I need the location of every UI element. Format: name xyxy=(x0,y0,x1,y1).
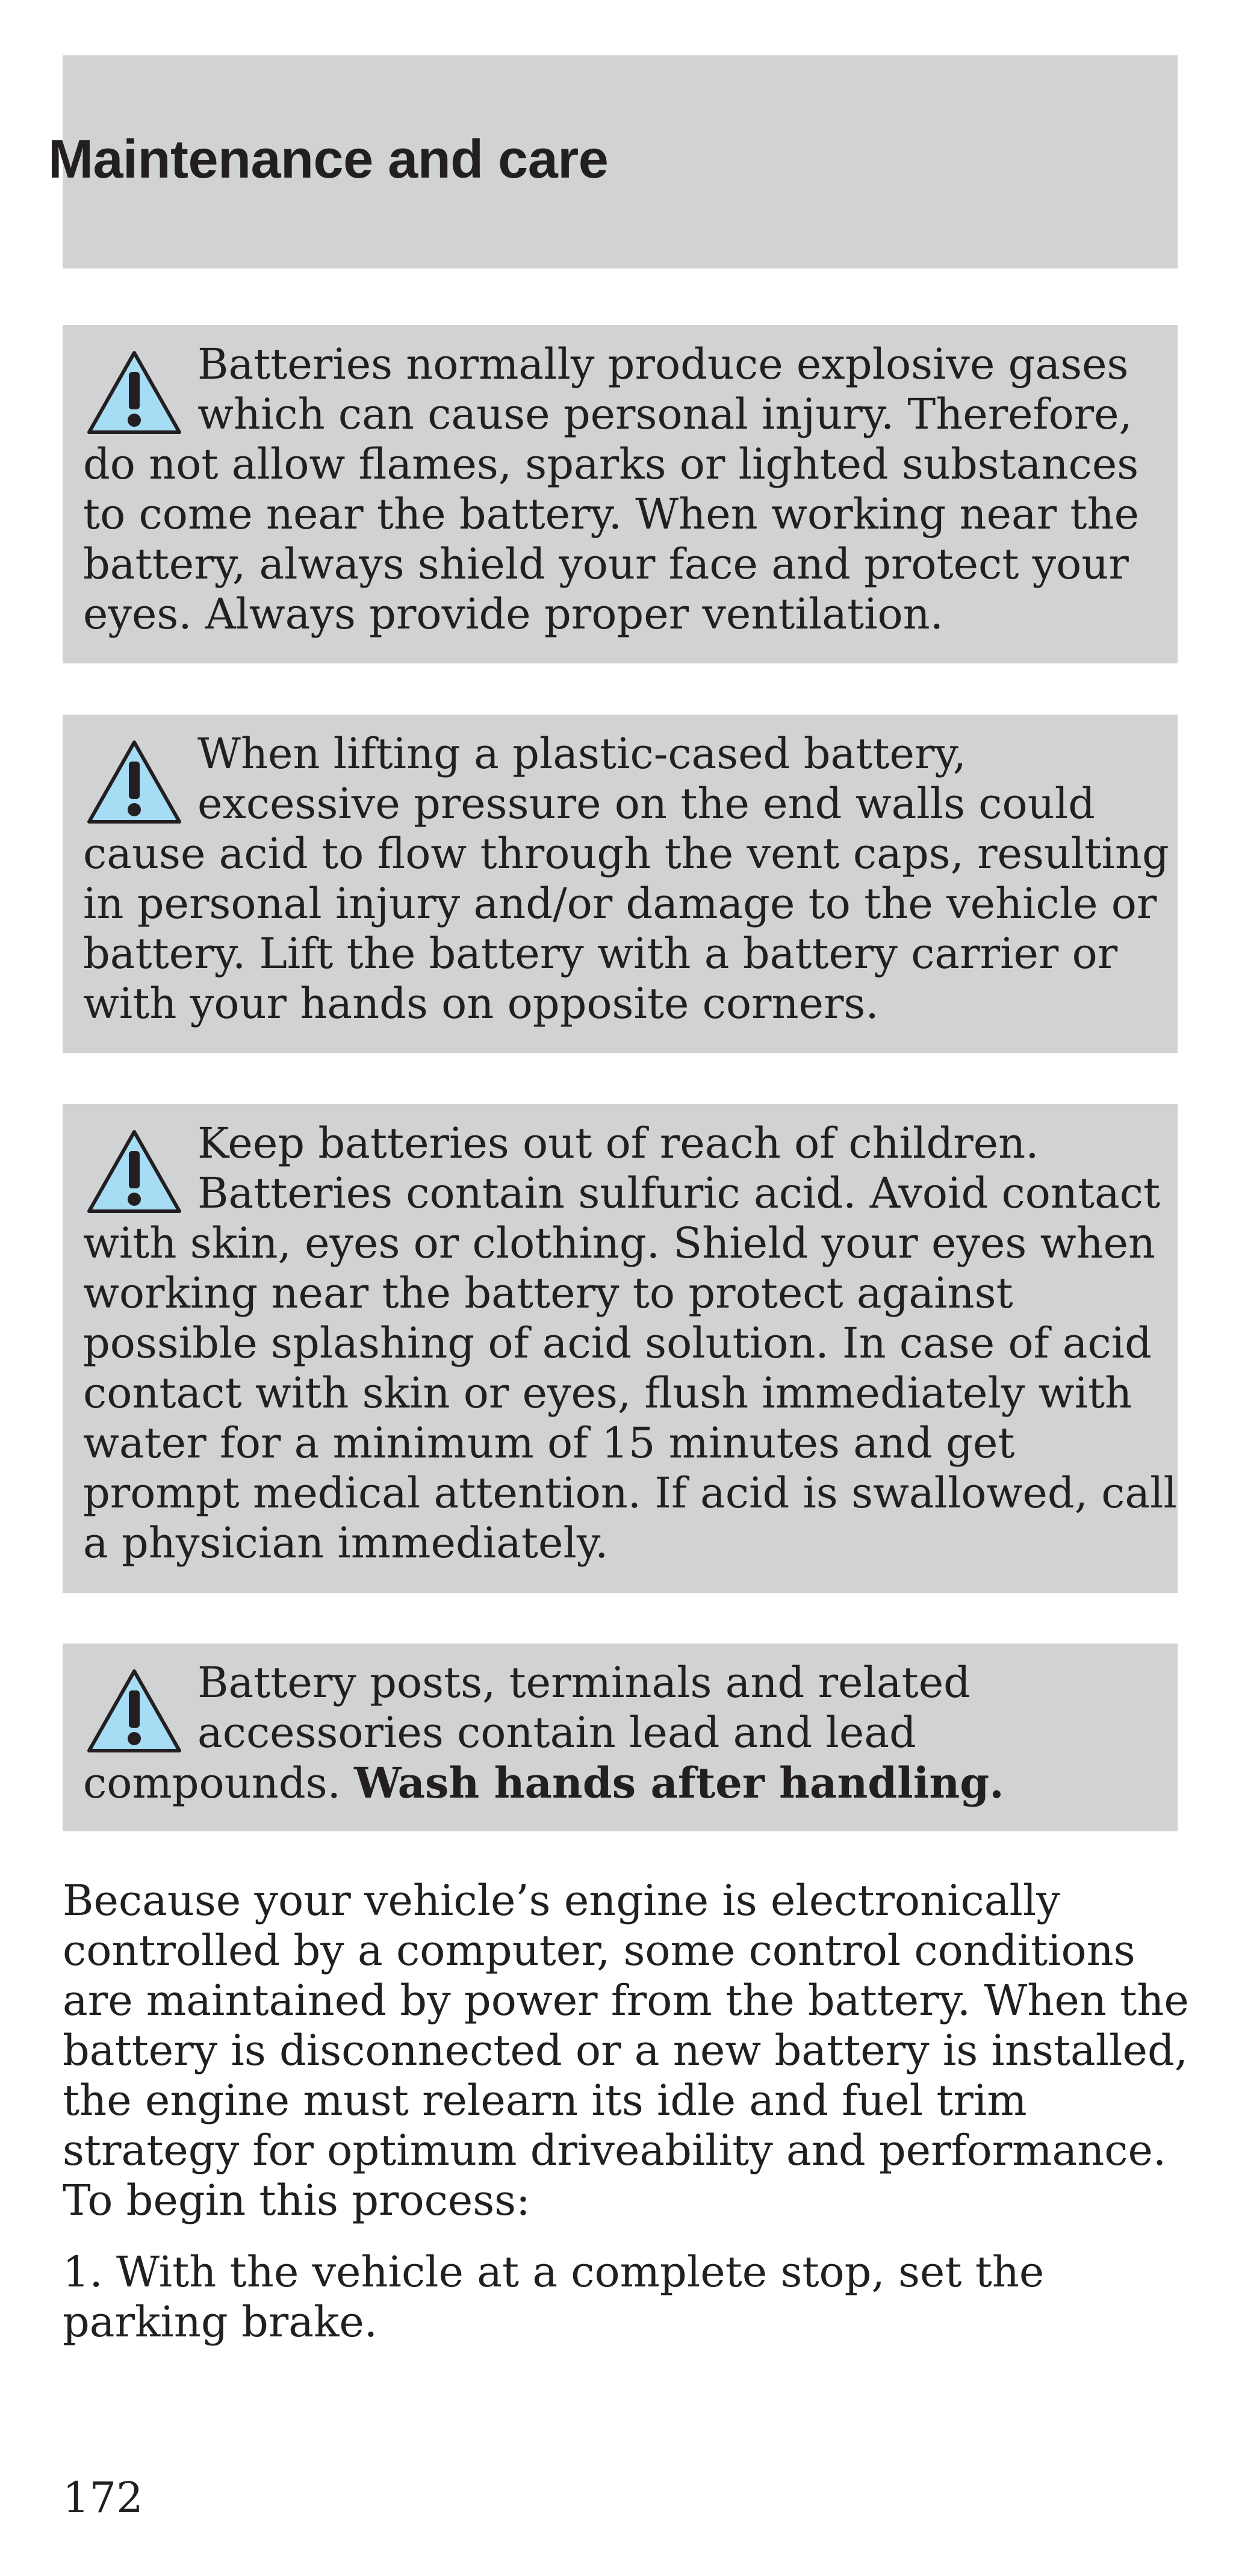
warning-line: water for a minimum of 15 minutes and get xyxy=(83,1418,1015,1468)
warning-line: with skin, eyes or clothing. Shield your eyes when xyxy=(83,1218,1156,1268)
warning-line: working near the battery to protect against xyxy=(83,1268,1013,1318)
warning-line: contact with skin or eyes, flush immediately with xyxy=(83,1368,1132,1418)
paragraph-line: controlled by a computer, some control conditions xyxy=(63,1926,1135,1975)
warning-line: Batteries contain sulfuric acid. Avoid contact xyxy=(197,1169,1161,1218)
warning-line: cause acid to flow through the vent caps, resulting xyxy=(83,829,1169,878)
body-paragraph xyxy=(63,1876,1194,2226)
warning-line: prompt medical attention. If acid is swallowed, call xyxy=(83,1468,1177,1518)
section-title: Maintenance and care xyxy=(48,129,609,190)
warning-line: with your hands on opposite corners. xyxy=(83,979,879,1028)
warning-line: compounds. xyxy=(83,1758,355,1808)
warning-line: eyes. Always provide proper ventilation. xyxy=(83,589,944,639)
warning-line: accessories contain lead and lead xyxy=(197,1708,916,1757)
paragraph-line: the engine must relearn its idle and fuel trim xyxy=(63,2076,1027,2125)
warning-box-lead-compounds xyxy=(63,1643,1178,1831)
page-number: 172 xyxy=(63,2473,143,2522)
warning-line: which can cause personal injury. Therefore, xyxy=(197,390,1132,439)
step-line: parking brake. xyxy=(63,2297,378,2347)
warning-triangle-icon xyxy=(83,1666,185,1757)
warning-line: Battery posts, terminals and related xyxy=(197,1658,971,1707)
warning-line: possible splashing of acid solution. In case of acid xyxy=(83,1318,1152,1368)
paragraph-line: battery is disconnected or a new battery is installed, xyxy=(63,2026,1188,2075)
step-1 xyxy=(63,2247,1194,2347)
warning-line: When lifting a plastic-cased battery, xyxy=(197,729,966,778)
warning-text xyxy=(83,1658,1160,1808)
warning-triangle-icon xyxy=(83,737,185,828)
warning-line: do not allow flames, sparks or lighted substances xyxy=(83,439,1139,489)
paragraph-line: Because your vehicle’s engine is electronically xyxy=(63,1876,1060,1925)
warning-line: a physician immediately. xyxy=(83,1518,609,1568)
warning-line: battery, always shield your face and protect your xyxy=(83,539,1129,589)
warning-text xyxy=(83,340,1160,639)
paragraph-line: are maintained by power from the battery. When the xyxy=(63,1976,1189,2025)
warning-line: Batteries normally produce explosive gases xyxy=(197,340,1129,389)
warning-line: to come near the battery. When working near the xyxy=(83,489,1140,539)
warning-emphasis: Wash hands after handling. xyxy=(354,1758,1004,1808)
warning-box-explosive-gases xyxy=(63,325,1178,663)
warning-line: battery. Lift the battery with a battery carrier or xyxy=(83,929,1118,978)
warning-line: Keep batteries out of reach of children. xyxy=(197,1119,1039,1168)
warning-line: excessive pressure on the end walls could xyxy=(197,779,1095,828)
warning-text xyxy=(83,1119,1177,1568)
paragraph-line: To begin this process: xyxy=(63,2176,530,2225)
step-line: 1. With the vehicle at a complete stop, set the xyxy=(63,2247,1045,2297)
warning-triangle-icon xyxy=(83,348,185,438)
paragraph-line: strategy for optimum driveability and performance. xyxy=(63,2126,1167,2175)
warning-triangle-icon xyxy=(83,1127,185,1217)
warning-box-plastic-cased-battery xyxy=(63,715,1178,1053)
warning-line: in personal injury and/or damage to the vehicle or xyxy=(83,879,1157,928)
warning-box-sulfuric-acid xyxy=(63,1104,1178,1593)
warning-text xyxy=(83,729,1169,1029)
